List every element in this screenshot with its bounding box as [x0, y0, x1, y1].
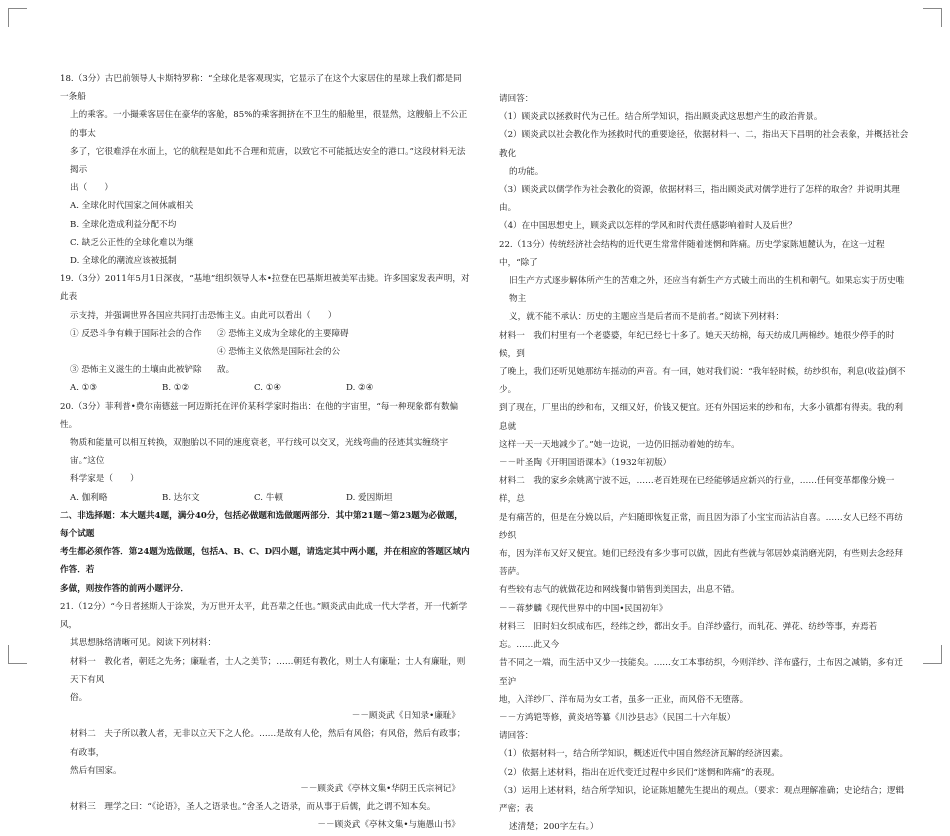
material-source: －－顾炎武《日知录•廉耻》: [351, 711, 460, 722]
q20-stem: 科学家是（ ）: [70, 474, 139, 485]
section-heading: 考生都必须作答．第24题为选做题，包括A、B、C、D四小题，请选定其中两小题，并在相应的答题区域内作答．若: [60, 547, 470, 576]
material-source: －－顾炎武《亭林文集•与施愚山书》: [317, 820, 460, 831]
material-two: 然后有国家。: [70, 765, 122, 776]
q19-stem: 19.（3分）2011年5月1日深夜，“基地”组织领导人本•拉登在巴基斯坦被美军击毙。许多国家发表声明，对此表: [60, 274, 470, 303]
q18-stem: 18.（3分）古巴前领导人卡斯特罗称：“全球化是客观现实，它显示了在这个大家居住的星球上我们都是同一条船: [60, 74, 462, 103]
q19-statement: ① 反恐斗争有赖于国际社会的合作: [70, 328, 202, 339]
q21-stem: 其思想脉络清晰可见。阅读下列材料：: [70, 638, 217, 649]
question-prompt: 请回答：: [499, 94, 534, 104]
q21-subquestion: （3）顾炎武以儒学作为社会教化的资源，依据材料三，指出顾炎武对儒学进行了怎样的取舍？并说明其理由。: [499, 185, 900, 214]
q21-stem: 21.（12分）“今日者拯斯人于涂炭，为万世开太平，此吾辈之任也。”顾炎武由此成一代大学者，开一代新学风，: [60, 601, 468, 631]
q21-subquestion: 的功能。: [509, 166, 544, 177]
q22-stem: 22.（13分）传统经济社会结构的近代更生常常伴随着迷惘和阵痛。历史学家陈旭麓认为，在这一过程中，“除了: [499, 239, 885, 268]
q18-stem: 上的乘客。一小撮乘客居住在豪华的客舱，85%的乘客拥挤在不卫生的船舱里，很显然，这艘船上不公正的事太: [70, 110, 468, 139]
q19-option-c: C. ①④: [254, 383, 282, 394]
q21-subquestion: （1）顾炎武以拯救时代为己任。结合所学知识，指出顾炎武这思想产生的政治背景。: [499, 112, 823, 123]
q18-stem: 出（ ）: [70, 183, 113, 194]
q19-option-b: B. ①②: [162, 383, 190, 394]
material-two: 材料二 夫子所以教人者，无非以立天下之人伦。……是故有人伦，然后有风俗；有风俗，然后有政事；有政事，: [70, 729, 466, 758]
q20-option-d: D. 爱因斯坦: [346, 492, 393, 503]
q19-option-a: A. ①③: [70, 383, 98, 394]
q20-option-b: B. 达尔文: [162, 492, 200, 503]
material-source: －－叶圣陶《开明国语课本》（1932年初版）: [499, 458, 672, 469]
q22-subquestion: （3）运用上述材料，结合所学知识，论证陈旭麓先生提出的观点。（要求：观点理解准确；史论结合；逻辑严密；表: [499, 785, 905, 814]
q19-options: [60, 379, 470, 397]
q19-statement: ③ 恐怖主义滋生的土壤由此被铲除: [70, 365, 202, 376]
material-one: 材料一 我们村里有一个老婆婆，年纪已经七十多了。她天天纺棉，每天纺成几两棉纱。她很少停手的时候，到: [499, 330, 895, 359]
q22-stem: 义，就不能不承认：历史的主题应当是后者而不是前者。”阅读下列材料：: [509, 312, 785, 323]
material-three: 材料三 理学之曰：“《论语》，圣人之语录也。”舍圣人之语录，而从事于后儒，此之谓不知本矣。: [70, 802, 436, 813]
q18-stem: 多了，它很难浮在水面上，它的航程是如此不合理和荒唐，以致它不可能抵达安全的港口。”这段材料无法揭示: [70, 146, 466, 176]
q18-option-a: A. 全球化时代国家之间休戚相关: [70, 201, 194, 212]
material-source: －－方鸿铠等修，黄炎培等纂《川沙县志》（民国二十六年版）: [499, 712, 736, 723]
material-one: 这样一天一天地减少了。”她一边说，一边仍旧摇动着她的纺车。: [499, 439, 740, 450]
q19-option-d: D. ②④: [346, 383, 374, 394]
crop-mark: [923, 645, 942, 664]
q18-option-b: B. 全球化造成利益分配不均: [70, 219, 177, 230]
q19-statements: [60, 325, 470, 343]
crop-mark: [8, 8, 27, 27]
q20-stem: 20.（3分）菲利普•费尔南德兹一阿迈斯托在评价某科学家时指出：在他的宇宙里，“每一种现象都有数偏性。: [60, 401, 459, 430]
q20-options: [60, 489, 470, 507]
question-prompt: 请回答：: [499, 731, 534, 742]
q18-option-c: C. 缺乏公正性的全球化难以为继: [70, 237, 194, 248]
q19-statements: [60, 343, 470, 379]
material-one: 俗。: [70, 692, 88, 703]
material-three: 昔不同之一端，而生活中又少一技能矣。……女工本事纺织，今则洋纱、洋布盛行，土布因之减销，多有迁至沪: [499, 658, 903, 687]
q22-subquestion: （2）依据上述材料，指出在近代变迁过程中乡民们“迷惘和阵痛”的表现。: [499, 767, 780, 778]
material-two: 有些较有志气的就做花边和网线餐巾销售到美国去，出息不错。: [499, 585, 740, 596]
q22-subquestion: 述清楚；200字左右。）: [509, 822, 599, 833]
q21-subquestion: （4）在中国思想史上，顾炎武以怎样的学风和时代责任感影响着时人及后世？: [499, 221, 797, 232]
material-source: －－蒋梦麟《现代世界中的中国•民国初年》: [499, 603, 668, 614]
material-two: 是有痛苦的，但是在分娩以后，产妇随即恢复正常，而且因为添了小宝宝而沾沾自喜。……女人已经不再纺纱织: [499, 512, 903, 541]
section-heading: 二、非选择题：本大题共4题，满分40分，包括必做题和选做题两部分．其中第21题～第23题为必做题，每个试题: [60, 510, 463, 540]
crop-mark: [8, 645, 27, 664]
section-heading: 多做，则按作答的前两小题评分．: [60, 583, 189, 594]
left-column: [60, 70, 470, 835]
crop-mark: [923, 8, 942, 27]
material-three: 地，入洋纱厂、洋布局为女工者，虽多一正业，而风俗不无堕落。: [499, 694, 749, 705]
q22-subquestion: （1）依据材料一，结合所学知识，概述近代中国自然经济瓦解的经济因素。: [499, 749, 789, 760]
material-three: 材料三 旧时妇女织成布匹，经纬之纱，都出女手。自洋纱盛行，而轧花、弹花、纺纱等事，弃焉若忘。……此又今: [499, 621, 878, 651]
material-source: －－顾炎武《亭林文集•华阴王氏宗祠记》: [300, 783, 460, 794]
material-one: 到了现在，厂里出的纱和布，又细又好，价钱又便宜。还有外国运来的纱和布，大多小镇都有得卖。我的利息就: [499, 403, 903, 432]
material-two: 布，因为洋布又好又便宜。她们已经没有多少事可以做，因此有些就与邻居妙桌消磨光阴，有些则去念经拜菩萨。: [499, 549, 903, 578]
q20-stem: 物质和能量可以相互转换，双胞胎以不同的速度衰老，平行线可以交叉，光线弯曲的径迹其实缠绕宇宙。”这位: [70, 438, 449, 467]
q20-option-c: C. 牛顿: [254, 492, 283, 503]
material-one: 了晚上，我们还听见她那纺车摇动的声音。有一回，她对我们说：“我年轻时候，纺纱织布，利息(收益)倒不少。: [499, 367, 906, 396]
material-one: 材料一 教化者，朝廷之先务；廉耻者，士人之美节；……朝廷有教化，则士人有廉耻；士人有廉耻，则天下有风: [70, 656, 466, 685]
right-column: [499, 90, 911, 836]
material-two: 材料二 我的家乡余姚离宁波不远，……老百姓现在已经能够适应新兴的行业，……任何变革都像分娩一样，总: [499, 476, 895, 505]
q20-option-a: A. 伽利略: [70, 492, 108, 503]
q19-stem: 示支持，并强调世界各国应共同打击恐怖主义。由此可以看出（ ）: [70, 310, 337, 321]
q21-subquestion: （2）顾炎武以社会教化作为拯救时代的重要途径，依据材料一、二，指出天下昌明的社会表象，并概括社会教化: [499, 130, 909, 159]
q19-statement: ④ 恐怖主义依然是国际社会的公敌。: [217, 347, 341, 376]
q19-statement: ② 恐怖主义成为全球化的主要障碍: [217, 328, 349, 339]
q18-option-d: D. 全球化的潮流应该被抵制: [70, 256, 177, 267]
q22-stem: 旧生产方式逐步解体所产生的苦难之外，还应当有新生产方式破土而出的生机和朝气。如果忘实于历史唯物主: [509, 276, 905, 305]
